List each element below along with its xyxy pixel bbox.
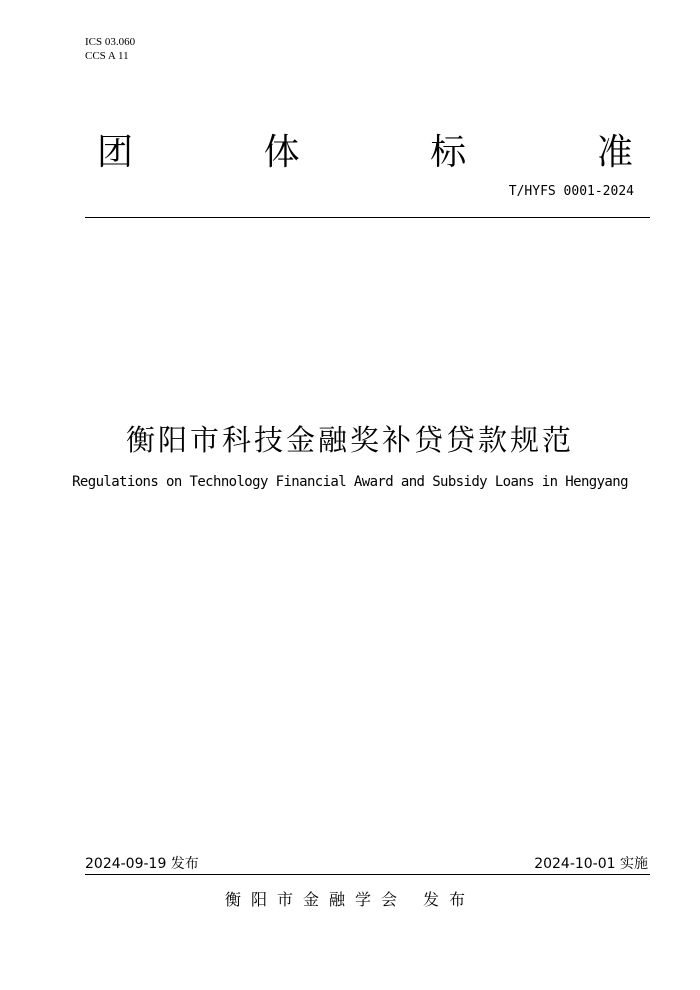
publisher-name: 衡阳市金融学会 (224, 890, 407, 909)
header-divider (85, 217, 650, 218)
standard-type-char: 标 (430, 132, 467, 173)
ics-code: ICS 03.060 (85, 36, 136, 48)
ccs-code: CCS A 11 (85, 50, 129, 62)
publisher-line (0, 887, 700, 910)
footer-divider (85, 874, 650, 875)
publisher-action: 发布 (423, 890, 476, 909)
publish-date: 2024-09-19 发布 (85, 856, 199, 872)
standard-number: T/HYFS 0001-2024 (508, 184, 634, 199)
document-title-english: Regulations on Technology Financial Award and Subsidy Loans in Hengyang (72, 474, 628, 490)
classification-codes (85, 35, 135, 63)
standard-type-char: 团 (96, 132, 133, 173)
document-title-chinese: 衡阳市科技金融奖补贷贷款规范 (125, 423, 574, 457)
standard-type-char: 体 (263, 132, 300, 173)
implementation-date: 2024-10-01 实施 (534, 856, 648, 872)
standard-type-char: 准 (596, 132, 633, 173)
standard-type-title (85, 128, 645, 178)
